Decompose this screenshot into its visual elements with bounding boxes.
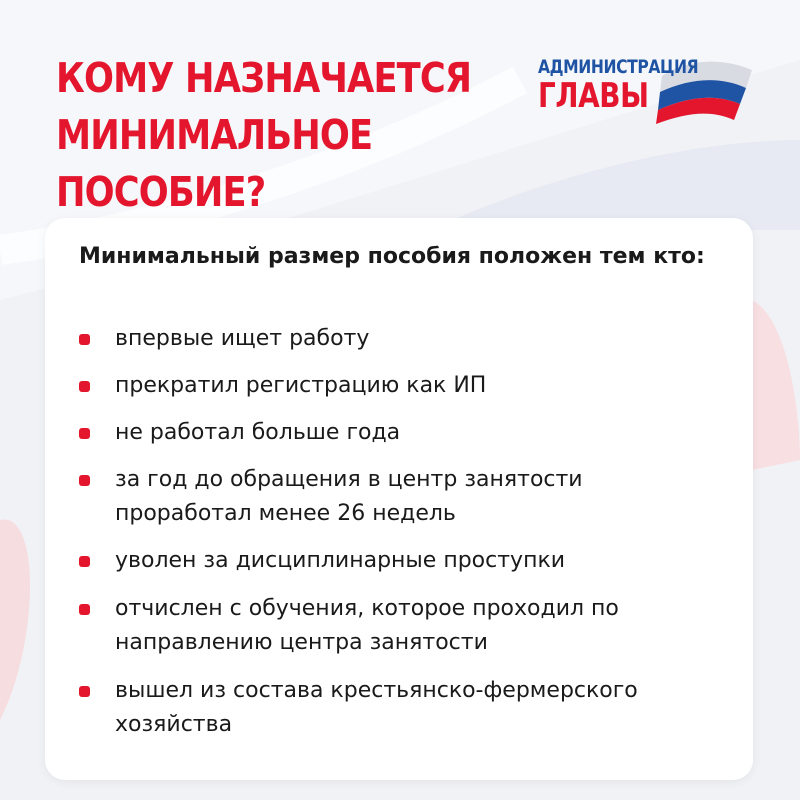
square-bullet-icon bbox=[79, 604, 90, 615]
list-item-text: прекратил регистрацию как ИП bbox=[115, 373, 487, 398]
list-item bbox=[79, 592, 719, 660]
square-bullet-icon bbox=[79, 334, 90, 345]
list-item bbox=[79, 416, 719, 450]
title-line-3: ПОСОБИЕ? bbox=[56, 168, 266, 216]
administration-logo bbox=[538, 54, 753, 124]
card-intro: Минимальный размер пособия положен тем кто: bbox=[79, 244, 705, 269]
list-item-text: вышел из состава крестьянско-фермерского хозяйства bbox=[115, 678, 638, 737]
square-bullet-icon bbox=[79, 475, 90, 486]
list-item bbox=[79, 369, 719, 403]
list-item-text: отчислен с обучения, которое проходил по направлению центра занятости bbox=[115, 596, 619, 655]
list-item-text: уволен за дисциплинарные проступки bbox=[115, 548, 566, 573]
info-card bbox=[45, 218, 753, 780]
list-item bbox=[79, 544, 719, 578]
list-item bbox=[79, 674, 719, 742]
square-bullet-icon bbox=[79, 428, 90, 439]
list-item-text: за год до обращения в центр занятости проработал менее 26 недель bbox=[115, 467, 583, 526]
square-bullet-icon bbox=[79, 381, 90, 392]
page-title bbox=[56, 50, 471, 221]
logo-text-head: ГЛАВЫ bbox=[538, 76, 649, 116]
list-item-text: не работал больше года bbox=[115, 420, 401, 445]
list-item bbox=[79, 322, 719, 356]
title-line-1: КОМУ НАЗНАЧАЕТСЯ bbox=[56, 54, 472, 102]
logo-text-administration: АДМИНИСТРАЦИЯ bbox=[538, 56, 699, 78]
list-item bbox=[79, 463, 719, 531]
title-line-2: МИНИМАЛЬНОЕ bbox=[56, 111, 373, 159]
square-bullet-icon bbox=[79, 686, 90, 697]
square-bullet-icon bbox=[79, 556, 90, 567]
list-item-text: впервые ищет работу bbox=[115, 326, 370, 351]
